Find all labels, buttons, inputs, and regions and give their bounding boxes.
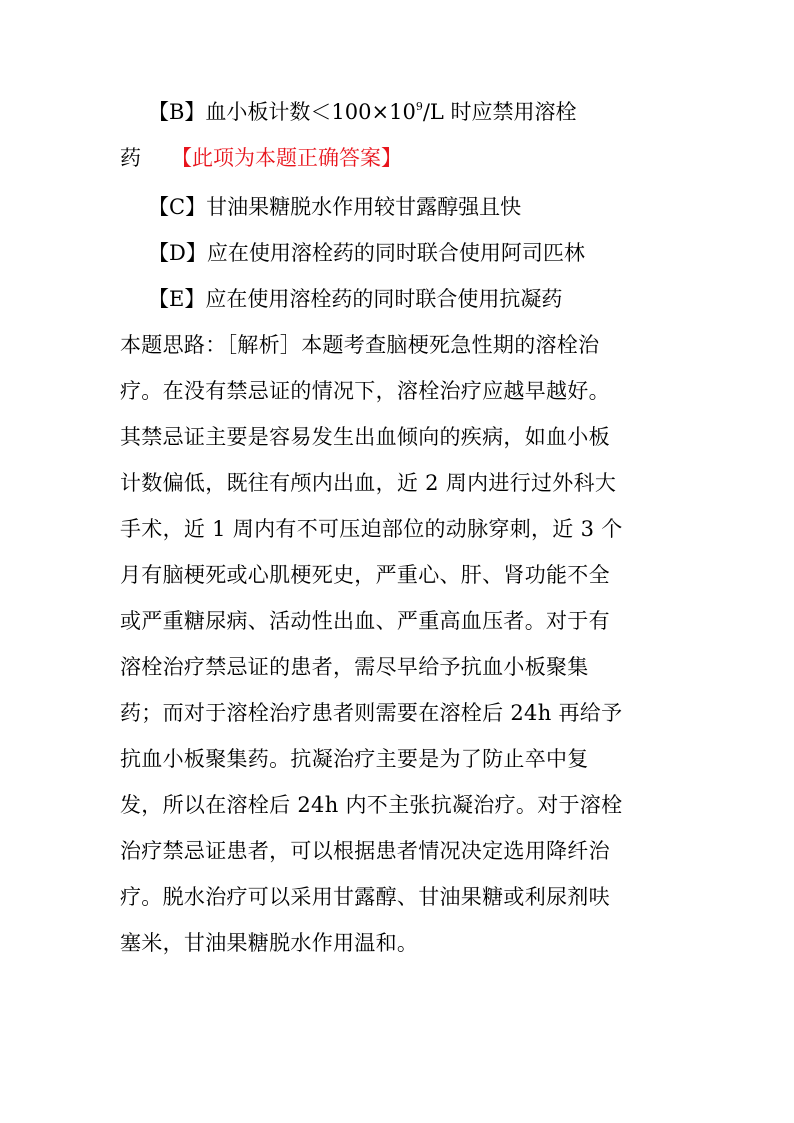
exponent: 9 [415, 100, 423, 113]
analysis-line: 塞米，甘油果糖脱水作用温和。 [120, 931, 419, 955]
analysis-line: 溶栓治疗禁忌证的患者，需尽早给予抗血小板聚集 [120, 655, 589, 679]
analysis-line: 或严重糖尿病、活动性出血、严重高血压者。对于有 [120, 609, 610, 633]
analysis-line: 疗。在没有禁忌证的情况下，溶栓治疗应越早越好。 [120, 379, 610, 403]
analysis-line: 计数偏低，既往有颅内出血，近 2 周内进行过外科大 [120, 471, 617, 495]
option-b-prefix: 【B】血小板计数＜100×10 [148, 100, 416, 124]
analysis-line: 月有脑梗死或心肌梗死史，严重心、肝、肾功能不全 [120, 563, 610, 587]
correct-answer-tag: 【此项为本题正确答案】 [171, 146, 402, 170]
option-b-line-2 [120, 143, 402, 173]
analysis-line: 本题思路：［解析］本题考查脑梗死急性期的溶栓治 [120, 333, 600, 357]
analysis-line: 手术，近 1 周内有不可压迫部位的动脉穿刺，近 3 个 [120, 517, 623, 541]
option-b-suffix: /L 时应禁用溶栓 [422, 100, 577, 124]
option-e: 【E】应在使用溶栓药的同时联合使用抗凝药 [148, 287, 563, 311]
analysis-line: 疗。脱水治疗可以采用甘露醇、甘油果糖或利尿剂呋 [120, 885, 610, 909]
option-b-line-1 [148, 97, 577, 127]
analysis-line: 抗血小板聚集药。抗凝治疗主要是为了防止卒中复 [120, 747, 589, 771]
option-c: 【C】甘油果糖脱水作用较甘露醇强且快 [148, 195, 522, 219]
analysis-line: 其禁忌证主要是容易发生出血倾向的疾病，如血小板 [120, 425, 610, 449]
analysis-line: 药；而对于溶栓治疗患者则需要在溶栓后 24h 再给予 [120, 701, 623, 725]
option-d: 【D】应在使用溶栓药的同时联合使用阿司匹林 [148, 241, 585, 265]
option-b-continuation: 药 [120, 146, 141, 170]
analysis-line: 治疗禁忌证患者，可以根据患者情况决定选用降纤治 [120, 839, 610, 863]
analysis-line: 发，所以在溶栓后 24h 内不主张抗凝治疗。对于溶栓 [120, 793, 623, 817]
